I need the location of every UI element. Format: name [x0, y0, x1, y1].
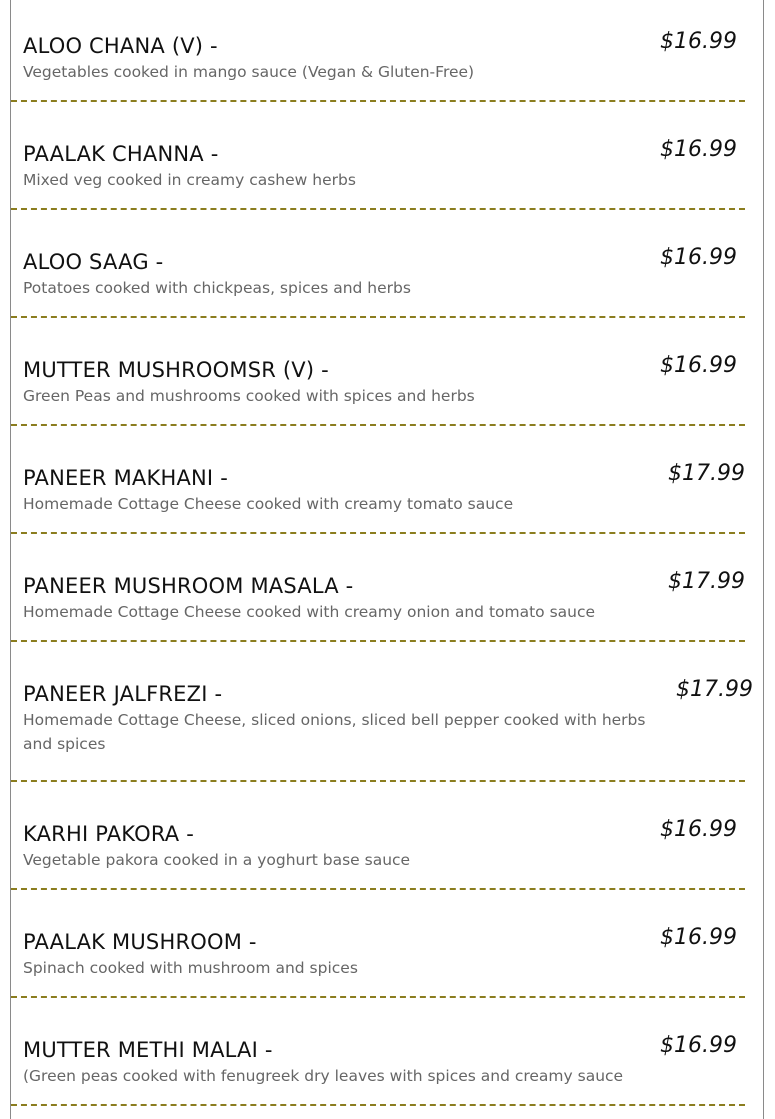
item-description: Mixed veg cooked in creamy cashew herbs	[23, 171, 356, 189]
item-description: Potatoes cooked with chickpeas, spices and herbs	[23, 279, 411, 297]
item-description: Homemade Cottage Cheese cooked with creamy tomato sauce	[23, 495, 514, 513]
menu-item-paneer-makhani	[11, 432, 745, 534]
item-name: MUTTER METHI MALAI -	[23, 1038, 273, 1062]
item-name: PANEER MAKHANI -	[23, 466, 228, 490]
item-name: ALOO CHANA (V) -	[23, 34, 218, 58]
menu-item-mutter-mushroom	[11, 324, 745, 426]
menu-item-aloo-chana	[11, 0, 745, 102]
menu-item-paneer-mushroom-masala	[11, 540, 745, 642]
item-description: Homemade Cottage Cheese cooked with creamy onion and tomato sauce	[23, 603, 596, 621]
item-price: $17.99	[668, 569, 745, 594]
menu-item-karhi-pakora	[11, 788, 745, 890]
item-name: PANEER MUSHROOM MASALA -	[23, 574, 354, 598]
item-name: PAALAK CHANNA -	[23, 142, 219, 166]
item-description: (Green peas cooked with fenugreek dry leaves with spices and creamy sauce	[23, 1067, 624, 1085]
menu-panel	[10, 0, 764, 1119]
item-name: PANEER JALFREZI -	[23, 682, 223, 706]
menu-item-paalak-mushroom	[11, 896, 745, 998]
item-price: $16.99	[660, 1033, 737, 1058]
item-description: Vegetable pakora cooked in a yoghurt base sauce	[23, 851, 411, 869]
item-name: KARHI PAKORA -	[23, 822, 195, 846]
menu-item-paalak-channa	[11, 108, 745, 210]
menu-item-aloo-saag	[11, 216, 745, 318]
item-name: ALOO SAAG -	[23, 250, 164, 274]
item-price: $16.99	[660, 29, 737, 54]
item-price: $16.99	[660, 353, 737, 378]
item-price: $16.99	[660, 925, 737, 950]
item-price: $16.99	[660, 245, 737, 270]
item-name: PAALAK MUSHROOM -	[23, 930, 257, 954]
menu-item-mutter-methi-malai	[11, 1004, 745, 1106]
item-name: MUTTER MUSHROOMSR (V) -	[23, 358, 329, 382]
item-description: Spinach cooked with mushroom and spices	[23, 959, 358, 977]
item-price: $17.99	[668, 461, 745, 486]
item-description: Green Peas and mushrooms cooked with spices and herbs	[23, 387, 475, 405]
item-description: Homemade Cottage Cheese, sliced onions, sliced bell pepper cooked with herbs and spices	[23, 711, 646, 753]
menu-item-paneer-jalfrezi	[11, 648, 753, 782]
item-price: $16.99	[660, 817, 737, 842]
item-price: $16.99	[660, 137, 737, 162]
item-description: Vegetables cooked in mango sauce (Vegan & Gluten-Free)	[23, 63, 475, 81]
menu-list	[11, 0, 753, 1112]
item-price: $17.99	[676, 677, 753, 702]
